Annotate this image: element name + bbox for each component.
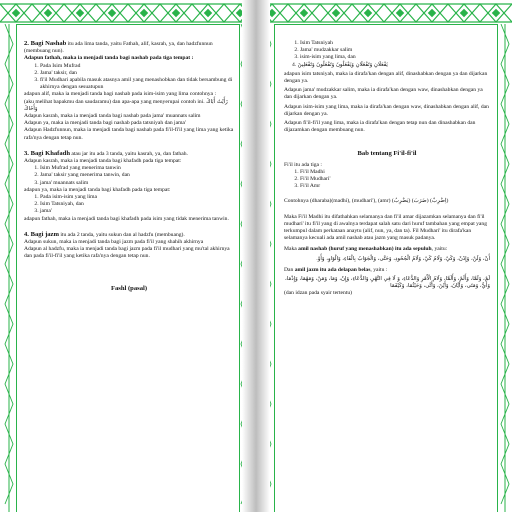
text-fathah: Adapun fathah, maka ia menjadi tanda bagi nashab pada tiga tempat : <box>24 55 194 62</box>
text-khafadh-fathah: adapun fathah, maka ia menjadi tanda bagi khafadh pada isim yang tidak menerima tanwin. <box>24 215 229 222</box>
text-khafadh-ya: adapun ya, maka ia menjadi tanda bagi khafadh pada tiga tempat: <box>24 186 171 193</box>
irab-list <box>284 40 490 62</box>
text-amil-jazm-arabic: لَمْ، وَلَمَّا، وَأَلَمْ، وَأَلَمَّا، وَلَامُ الْأَمْرِ وَالدُّعَاءِ، وَ لَا فِي النَّهْيِ وَالدُّعَاءِ، وَإِنْ، وَمَا، وَمَنْ، وَمَهْمَا، وَإِذْمَا، وَأَيُّ، وَمَتَى، وَأَيَّانَ، وَأَيْنَ، وَأَنَّى، وَحَيْثُمَا، وَكَيْفَمَا <box>284 276 490 290</box>
text-kasrah: Adapun kasrah, maka ia menjadi tanda bagi nashab pada jama' muannats salim <box>24 113 201 120</box>
list-item: 1. Fi'il Madhi <box>300 169 490 176</box>
text-khafadh-kasrah: Adapun kasrah, maka ia menjadi tanda bagi khafadh pada tiga tempat: <box>24 158 182 165</box>
text-isim-lima: Adapun isim-isim yang lima, maka ia dirafa'kan dengan waw, dinashabkan dengan alif, dan dijarkan dengan ya. <box>284 103 489 117</box>
text-amil-nashab-arabic: أَنْ، وَلَنْ، وَإِذَنْ، وَكَيْ، وَلَامُ كَيْ، وَلَامُ الْجُحُودِ، وَحَتَّى، وَالْجَوَابُ بِالْفَاءِ، وَالْوَاوِ، وَأَوْ. <box>316 255 490 262</box>
section-nashab: 2. Bagi Nashab itu ada lima tanda, yaitu Fathah, alif, kasrah, ya, dan hadzfunnun (membuang nun). <box>24 40 213 55</box>
heading-bab-fiil: Bab tentang Fi'il-fi'il <box>357 150 417 158</box>
list-item: 3. jama' muannats salim <box>40 180 234 187</box>
list-item: 2. Jama' mudzakkar salim <box>300 47 490 54</box>
text-ya: Adapun ya, maka ia menjadi tanda bagi nashab pada tatsniyah dan jama' <box>24 120 186 127</box>
list-item: 1. Pada isim-isim yang lima <box>40 194 234 201</box>
right-page <box>256 0 512 512</box>
list-item: 3. Fi'il Amr <box>300 183 490 190</box>
list-item: 1. Pada Isim Mufrad <box>40 63 234 70</box>
list-item: 2. Jama' taksir yang menerima tanwin, dan <box>40 172 234 179</box>
left-page-text <box>24 40 234 292</box>
list-item: 2. Fi'il Mudhari' <box>300 176 490 183</box>
text-alif-example: (aku melihat bapakmu dan saudaramu) dan apa-apa yang menyerupai contoh ini. رَأَيْتُ أَبَاكَ وَأَخَاكَ <box>24 98 228 112</box>
list-item: 3. jama' <box>40 208 234 215</box>
text-jazm-hadzfu: Adapun al hadzfu, maka ia menjadi tanda bagi jazm pada fi'il mudhari yang mu'tal akhirnya dan pada fi'il-fi'il yang ketika rafa'nya dengan tetap nun. <box>24 246 230 260</box>
list-item: 2. Jama' taksir, dan <box>40 70 234 77</box>
text-fiil-madhi: Maka Fi'il Madhi itu difathahkan selamanya dan fi'il amar dijazamkan selamanya dan fi'il mudhari' itu fi'il yang di awalnya terdapat salah satu dari huruf tambahan yang empat yang terkumpul dalam perkataan anaytu (alif, nun, ya, dan ta). Fil Mudhari' itu dirafa'kan selamanya kecuali ada amil nashab atau jazm yang masuk padanya. <box>284 213 488 242</box>
list-item: 3. isim-isim yang lima, dan <box>300 54 490 61</box>
nashab-list <box>24 63 234 92</box>
list-item: 2. Isim Tatsniyah, dan <box>40 201 234 208</box>
heading-fashl: Fashl (pasal) <box>110 284 148 292</box>
text-fiil-intro: Fi'il itu ada tiga : <box>284 161 322 168</box>
page-binding-shadow <box>242 0 256 512</box>
text-amil-jazm: Dan amil jazm itu ada delapan belas, yaitu : <box>284 266 388 273</box>
text-jama-mudzakkar: Adapun jama' mudzakkar salim, maka ia dirafa'kan dengan waw, dinashabkan dengan ya dan dijarkan dengan ya. <box>284 87 483 101</box>
page-binding-shadow <box>256 0 270 512</box>
text-tatsniyah: adapun isim tatsniyah, maka ia dirafa'kan dengan alif, dinashabkan dengan ya dan dijarkan dengan ya. <box>284 70 488 85</box>
section-khafadh: 3. Bagi Khafadh atau jar itu ada 3 tanda, yaitu kasrah, ya, dan fathah. <box>24 149 188 157</box>
list-item: 1. Isim Tatsniyah <box>300 40 490 47</box>
list-item: 1. Isim Mufrad yang menerima tanwin <box>40 165 234 172</box>
list-item-4: 4. يَفْعَلَانِ وَتَفْعَلَانِ وَيَفْعَلُونَ وَتَفْعَلُونَ وَتَفْعَلِينَ <box>292 61 388 68</box>
text-jazm-note: (dan idzan pada syair tertentu) <box>284 290 353 297</box>
list-item: 3. fi'il Mudhari apabila masuk atasnya amil yang menashobkan dan tidak bersambung di akhirnya dengan sesuatupun <box>40 77 234 91</box>
text-contoh: Contohnya (dharaba)(madhi), (mudhari'), (amr) (يَضْرِبُ) (ضَرَبَ) (اِضْرِبْ) <box>284 198 449 205</box>
text-hadzfunnun: Adapun Hadzfunnun, maka ia menjadi tanda bagi nashab pada fi'il-fi'il yang lima yang ketika rafa'nya dengan tetap nun. <box>24 127 234 141</box>
khafadh-list <box>24 165 234 187</box>
right-page-text <box>284 40 490 298</box>
section-jazm: 4. Bagi jazm itu ada 2 tanda, yaitu sukun dan al hadzfu (membuang). <box>24 230 185 238</box>
text-jazm-sukun: Adapun sukun, maka ia menjadi tanda bagi jazm pada fi'il yang shahih akhirnya <box>24 239 204 246</box>
text-alif: adapun alif, maka ia menjadi tanda bagi nashab pada isim-isim yang lima contohnya : <box>24 91 216 98</box>
ornament-left-border <box>4 24 14 512</box>
khafadh-ya-list <box>24 194 234 216</box>
fiil-list <box>284 169 490 191</box>
text-amil-nashab: Maka amil nashab (huruf yang menashabkan) itu ada sepuluh, yaitu: <box>284 246 448 253</box>
text-fiil-lima: Adapun fi'il-fi'il yang lima, maka ia dirafa'kan dengan tetap nun dan dinashabkan dan dijazamkan dengan membuang nun. <box>284 120 476 134</box>
ornament-right-border <box>500 24 510 512</box>
